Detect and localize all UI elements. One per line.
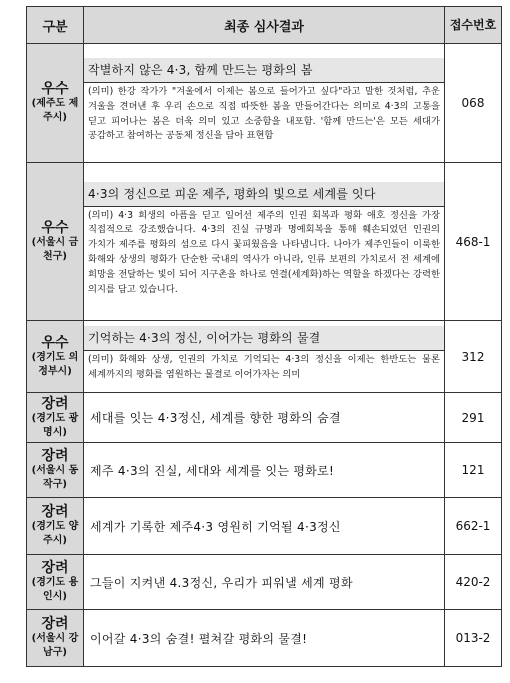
slogan-title: 제주 4·3의 진실, 세대와 세계를 잇는 평화로! (84, 443, 445, 498)
region-label: (제주도 제주시) (31, 98, 79, 123)
grade-label: 장려 (41, 395, 69, 412)
grade-cell (27, 555, 84, 610)
result-cell (84, 163, 445, 321)
table-row (27, 610, 502, 667)
results-table (26, 6, 502, 667)
header-result: 최종 심사결과 (84, 7, 445, 44)
code-cell: 068 (445, 44, 502, 163)
slogan-title: 기억하는 4·3의 정신, 이어가는 평화의 물결 (84, 326, 444, 351)
table-row (27, 321, 502, 393)
grade-cell (27, 163, 84, 321)
region-label: (경기도 용인시) (31, 577, 79, 602)
code-cell: 121 (445, 443, 502, 498)
slogan-meaning: (의미) 화해와 상생, 인권의 가치로 기억되는 4·3의 정신을 이제는 한반도는 물론 세계까지의 평화를 염원하는 물결로 이어가자는 의미 (88, 354, 440, 380)
table-header-row (27, 7, 502, 44)
region-label: (서울시 금천구) (31, 236, 79, 262)
header-code: 접수번호 (445, 7, 502, 44)
grade-label: 장려 (41, 504, 69, 520)
code-cell: 662-1 (445, 498, 502, 555)
grade-label: 우수 (41, 81, 69, 97)
slogan-title: 세계가 기록한 제주4·3 영원히 기억될 4·3정신 (84, 498, 445, 555)
grade-cell (27, 321, 84, 393)
code-cell: 013-2 (445, 610, 502, 667)
region-label: (경기도 양주시) (31, 521, 79, 546)
grade-label: 장려 (41, 560, 69, 576)
slogan-title: 작별하지 않은 4·3, 함께 만드는 평화의 봄 (84, 58, 444, 83)
slogan-title: 4·3의 정신으로 피운 제주, 평화의 빛으로 세계를 잇다 (84, 182, 444, 207)
table-row (27, 163, 502, 321)
region-label: (경기도 광명시) (31, 412, 79, 438)
code-cell: 420-2 (445, 555, 502, 610)
header-category: 구분 (27, 7, 84, 44)
slogan-title: 그들이 지켜낸 4.3정신, 우리가 피워낼 세계 평화 (84, 555, 445, 610)
code-cell: 312 (445, 321, 502, 393)
grade-label: 우수 (41, 219, 69, 236)
result-cell (84, 321, 445, 393)
region-label: (서울시 동작구) (31, 465, 79, 490)
result-cell (84, 44, 445, 163)
grade-cell (27, 393, 84, 443)
region-label: (서울시 강남구) (31, 633, 79, 658)
region-label: (경기도 의정부시) (31, 351, 79, 377)
table-row (27, 443, 502, 498)
table-row (27, 393, 502, 443)
slogan-title: 이어갈 4·3의 숨결! 펼쳐갈 평화의 물결! (84, 610, 445, 667)
grade-label: 우수 (41, 334, 69, 351)
table-row (27, 44, 502, 163)
grade-cell (27, 44, 84, 163)
code-cell: 468-1 (445, 163, 502, 321)
table-row (27, 498, 502, 555)
code-cell: 291 (445, 393, 502, 443)
grade-cell (27, 443, 84, 498)
grade-label: 장려 (41, 448, 69, 464)
slogan-meaning: (의미) 한강 작가가 "겨울에서 이제는 봄으로 들어가고 싶다"라고 말한 것처럼, 추운 겨울을 견뎌낸 후 우리 손으로 직접 따뜻한 봄을 만들어간다는 의미로 4·3의 고통을 딛고 피어나는 봄은 더욱 의미 있고 소중함을 내포함. '함께 만드는'은 모든 세대가 공감하고 참여하는 공동체 정신을 담아 표현함 (88, 85, 440, 142)
grade-cell (27, 610, 84, 667)
slogan-meaning: (의미) 4·3 희생의 아픔을 딛고 일어선 제주의 인권 회복과 평화 애호 정신을 가장 직접적으로 강조했습니다. 4·3의 진실 규명과 명예회복을 통해 훼손되었던 인권의 가치가 제주를 평화의 섬으로 다시 꽃피웠음을 나타냅니다. 나아가 제주인들이 이룩한 화해와 상생의 평화가 단순한 국내의 역사가 아니라, 인류 보편의 가치로서 전 세계에 희망을 전달하는 빛이 되어 지구촌을 하나로 연결(세계화)하는 역할을 하겠다는 강력한 의지를 담고 있습니다. (88, 209, 440, 295)
grade-cell (27, 498, 84, 555)
table-row (27, 555, 502, 610)
grade-label: 장려 (41, 616, 69, 632)
slogan-title: 세대를 잇는 4·3정신, 세계를 향한 평화의 숨결 (84, 393, 445, 443)
